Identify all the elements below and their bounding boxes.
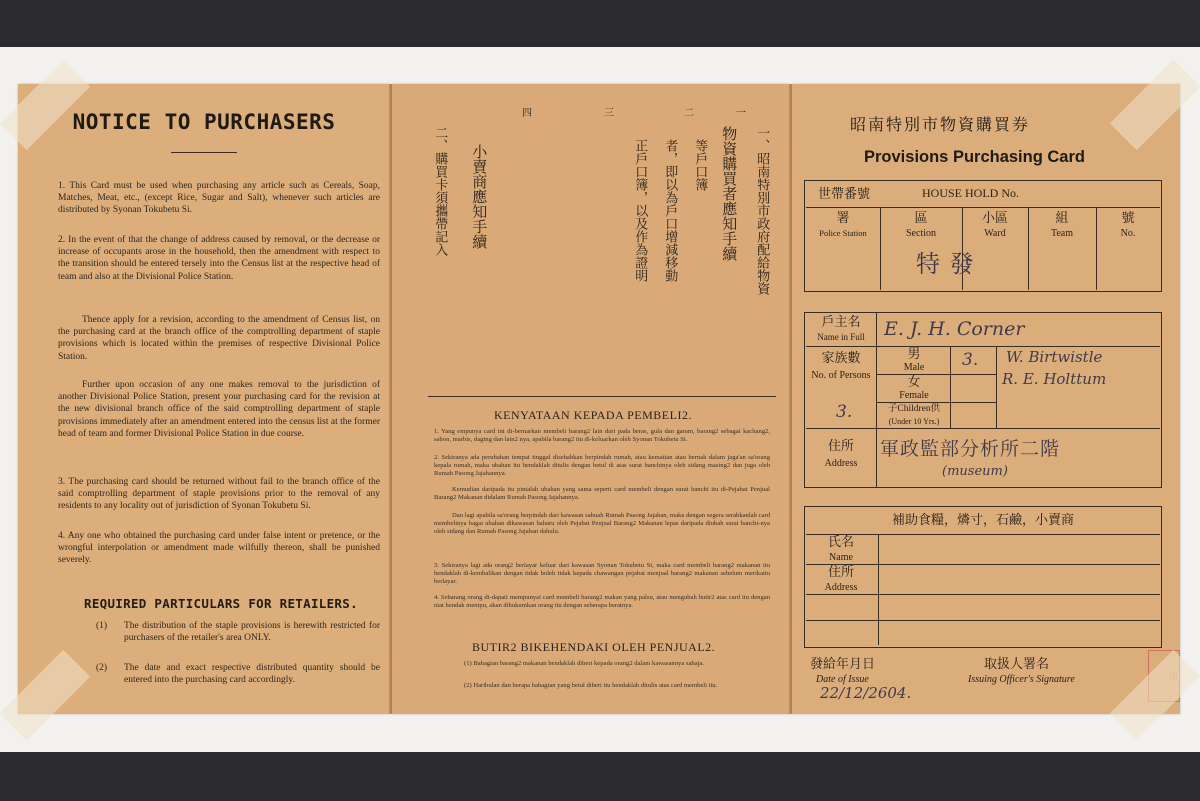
col-police-cjk: 署	[836, 211, 850, 226]
retailer-item-2: The date and exact respective distributed quantity should be entered into the purchasing card accordingly.	[124, 663, 380, 686]
supp-title: 補助食糧，燐寸，石鹼，小賣商	[891, 513, 1074, 528]
col-number-4: 四	[522, 108, 532, 119]
persons-name-2: R. E. Holttum	[1002, 370, 1107, 388]
supp-name-en: Name	[829, 552, 853, 563]
col-ward-en: Ward	[984, 228, 1006, 239]
name-cjk: 戶主名	[821, 315, 861, 330]
col-team-en: Team	[1050, 228, 1074, 239]
notice-para-2: 2. In the event of that the change of address caused by removal, or the decrease or increase of occupants arose in the household, then the amendment with respect to the transition should be entered tersely into the Census list at the respective head of team and also at the Divisional Police Station.	[58, 235, 380, 282]
col-number-1: 一	[736, 108, 746, 119]
count-row	[877, 402, 996, 403]
malay-para-3: Kemudian daripada itu pintalah ubahan yang sama seperti card membeli dengan surat banchi itu di-Pejabat Penjual Barang2 Makanan didalam Rumah Pasong Jajahannya.	[434, 486, 770, 501]
male-en: Male	[903, 362, 925, 373]
male-cjk: 男	[907, 347, 921, 362]
label-sep	[876, 313, 877, 487]
issue-date-en: Date of Issue	[816, 674, 869, 685]
cjk-retailer-title: 小賣商應知手續	[470, 144, 489, 249]
col-no-en: No.	[1120, 228, 1136, 239]
notice-para-5: 3. The purchasing card should be returned without fail to the branch office of the said comptrolling department of staple provisions prior to the removal of any residents to any locality out of jurisdiction of Syonan Tokubetu Si.	[58, 477, 380, 512]
label-sep	[878, 535, 879, 645]
row-sep	[806, 594, 1160, 595]
malay-item-1: (1) Bahagian barang2 makanan hendaklah diberi kepada orang2 dalam kawasannya sahaja.	[464, 660, 705, 667]
persons-value: 3.	[836, 402, 853, 422]
col-no-cjk: 號	[1121, 211, 1135, 226]
malay-item-2: (2) Haribulan dan berapa bahagian yang betul diberi itu hendaklah ditulis atas card membeli itu.	[464, 682, 718, 689]
household-label: HOUSE HOLD No.	[922, 186, 1019, 200]
notice-para-3: Thence apply for a revision, according to the amendment of Census list, on the purchasing card at the branch office of the comptrolling department of staple provisions which is located within the premises of respective Divisional Police Station.	[58, 315, 380, 362]
persons-cjk: 家族數	[821, 351, 861, 366]
retailers-title: REQUIRED PARTICULARS FOR RETAILERS.	[84, 596, 358, 611]
middle-panel	[392, 84, 790, 714]
cjk-column-1: 一、昭南特別市政府配給物資	[754, 126, 770, 295]
malay-para-1: 1. Yang empunya card ini di-bernarkan membeli barang2 lain dari pada beras, gula dan garam, barang2 sebagai kachang2, sabon, marbis, daging dan lain2 nya, apabila barang2 itu di-keluarkan oleh Syonan Tokubetu Si.	[434, 428, 770, 443]
persons-en: No. of Persons	[811, 370, 871, 381]
malay-title: KENYATAAN KEPADA PEMBELI2.	[494, 408, 692, 422]
right-panel	[792, 84, 1180, 714]
address-value: 軍政監部分析所二階	[880, 438, 1061, 460]
cjk-column-5: 二、購買卡須攜帶記入	[432, 126, 448, 256]
notice-title: NOTICE TO PURCHASERS	[72, 110, 336, 134]
col-police-en: Police Station	[819, 228, 867, 238]
count-sep	[950, 347, 951, 429]
household-cjk: 世帶番號	[818, 187, 871, 202]
officer-cjk: 取扱人署名	[984, 657, 1050, 672]
row-sep	[806, 534, 1160, 535]
count-sep	[996, 347, 997, 429]
supp-address-cjk: 住所	[827, 565, 854, 580]
persons-name-1: W. Birtwistle	[1006, 348, 1103, 366]
title-divider	[171, 152, 237, 153]
supp-name-cjk: 氏名	[827, 535, 854, 550]
address-note: (museum)	[942, 464, 1008, 479]
malay-title-2: BUTIR2 BIKEHENDAKI OLEH PENJUAL2.	[472, 640, 716, 654]
retailer-num-2: (2)	[96, 663, 108, 673]
female-en: Female	[899, 390, 929, 401]
cjk-column-4: 正戶口簿，以及作為證明	[632, 126, 648, 282]
middle-divider	[428, 396, 776, 397]
card-title: Provisions Purchasing Card	[864, 148, 1085, 166]
row-sep	[806, 346, 1160, 347]
cjk-title: 物資購買者應知手續	[720, 126, 739, 261]
malay-para-5: 3. Sekiranya lagi ada orang2 berlayar keluar dari kawasan Syonan Tokubetu Si, maka card membeli barang2 makanan itu hendaklah di-kembalikan dengan tidak boleh tidak kepada chawangan pejabat menjual barang2 makanan sebelum merikaitu berlayar.	[434, 562, 770, 585]
card-cjk-title: 昭南特別市物資購買券	[850, 115, 1031, 134]
col-team-cjk: 組	[1055, 211, 1069, 226]
cjk-column-3: 者，即以為戶口增減移動	[662, 126, 678, 282]
issue-date-value: 22/12/2604.	[820, 684, 912, 702]
malay-para-6: 4. Sebarang orang di-dapati mempunyai card membeli barang2 makan yang palsu, atau mengubah butir2 atas card itu dengan niat hendak menipu, akan dihukumkan orang itu dengan seberapa beratnya.	[434, 594, 770, 609]
count-row	[877, 374, 996, 375]
household-handwritten: 特 發	[916, 250, 975, 278]
household-rule	[806, 207, 1160, 208]
malay-para-2: 2. Sekiranya ada perubahan tempat tinggal disebabkan berpindah rumah, atau kematian atau bernak dalam jaga'an sa'orang kepala rumah, maka ubahan itu hendaklah ditulis dengan betul di atas surat banchinya oleh sidang masing2 dan juga oleh Rumah Pasong Jajahannya.	[434, 454, 770, 477]
col-number-3: 三	[604, 108, 614, 119]
notice-para-4: Further upon occasion of any one makes removal to the jurisdiction of another Divisional Police Station, present your purchasing card for the revision at the new divisional branch office of the said comptrolling department of staple provisions immediately after an amendment entered into the census list at the former head of team and former Divisional Police Station in due course.	[58, 380, 380, 439]
notice-para-1: 1. This Card must be used when purchasing any article such as Cereals, Soap, Matches, Meat, etc., (except Rice, Sugar and Salt), whenever such articles are distributed by Syonan Tokubetu Si.	[58, 181, 380, 216]
col-section-en: Section	[906, 228, 936, 239]
address-cjk: 住所	[827, 439, 854, 454]
row-sep	[806, 620, 1160, 621]
children-en: (Under 10 Yrs.)	[888, 417, 940, 426]
row-sep	[806, 564, 1160, 565]
retailer-num-1: (1)	[96, 621, 108, 631]
male-value: 3.	[962, 350, 979, 370]
col-number-2: 二	[684, 108, 694, 119]
address-en: Address	[824, 458, 858, 469]
retailer-item-1: The distribution of the staple provisions is herewith restricted for purchasers of the retailer's area ONLY.	[124, 621, 380, 644]
issue-date-cjk: 發給年月日	[810, 657, 876, 672]
name-en: Name in Full	[817, 332, 865, 342]
col-section-cjk: 區	[914, 211, 928, 226]
children-cjk: 子Children供	[887, 404, 941, 414]
female-cjk: 女	[907, 375, 921, 390]
cjk-column-2: 等戶口簿	[692, 126, 708, 191]
supp-address-en: Address	[824, 582, 858, 593]
row-sep	[806, 428, 1160, 429]
col-ward-cjk: 小區	[981, 211, 1008, 226]
malay-para-4: Dan lagi apabila sa'orang berpindah dari kawasan sabuah Rumah Pasong Jajahan, maka dengan segera serahkanlah card membelinya bagai ubahan dikawasan baharu oleh Pejabat Penjual Barang2 Makanan lepas daripada diubah surat banchi-nya oleh sidang dan Rumah Pasong Jajahan dahulu.	[434, 512, 770, 535]
name-value: E. J. H. Corner	[884, 318, 1025, 340]
notice-para-6: 4. Any one who obtained the purchasing card under false intent or pretence, or the wrongful interpolation or amendment made wilfully thereon, shall be punished severely.	[58, 531, 380, 566]
left-panel	[18, 84, 390, 714]
officer-en: Issuing Officer's Signature	[968, 674, 1075, 685]
